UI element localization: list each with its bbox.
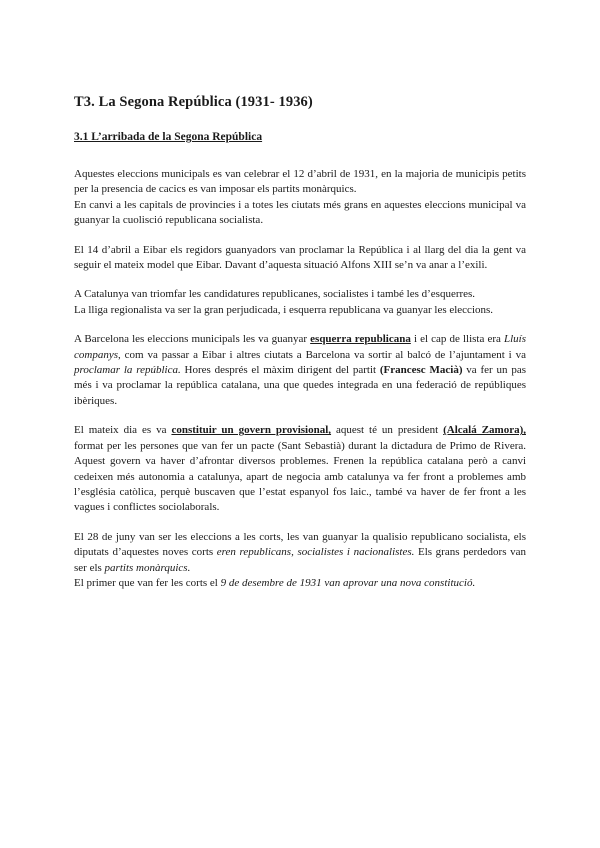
emphasis-alcala-zamora: (Alcalá Zamora), bbox=[443, 424, 526, 437]
emphasis-diputats: eren republicans, socialistes i nacionalistes. bbox=[216, 546, 415, 559]
text-run: va fer un pas més i va proclamar la república catalana, una que quedes integrada en una federació de repúbliques ibèriques. bbox=[74, 364, 526, 407]
paragraph-6 bbox=[74, 530, 526, 576]
emphasis-constitucio: 9 de desembre de 1931 van aprovar una nova constitució. bbox=[220, 576, 476, 589]
emphasis-francesc-macia: (Francesc Macià) bbox=[379, 364, 463, 377]
text-run: Hores després el màxim dirigent del partit bbox=[180, 364, 380, 377]
text-run: format per les persones que van fer un pacte (Sant Sebastià) durant la dictadura de Primo de Rivera. Aquest govern va haver d’afrontar diversos problemes. Frenen la república catalana però a canvi cedeixen més autonomia a catalunya, apart de negocia amb catalunya va fer front a problemes amb l’església catòlica, perquè buscaven que l’estat espanyol fos laic., també va haver de fer front a les vagues i conflictes sociolaborals. bbox=[74, 439, 526, 514]
section-heading: 3.1 L’arribada de la Segona República bbox=[74, 131, 263, 143]
text-run: El mateix dia es va bbox=[74, 424, 172, 437]
text-run: A Barcelona les eleccions municipals les va guanyar bbox=[74, 333, 311, 346]
text-run: , com va passar a Eibar i altres ciutats a Barcelona va sortir al balcó de l’ajuntament i va bbox=[118, 348, 526, 361]
emphasis-govern-provisional: constituir un govern provisional, bbox=[171, 424, 332, 437]
emphasis-partits-monarquics: partits monàrquics. bbox=[104, 561, 191, 574]
paragraph-1b: En canvi a les capitals de provincies i a totes les ciutats més grans en aquestes eleccions municipal va guanyar la cuolisció republicana socialista. bbox=[74, 198, 526, 227]
paragraph-3b: La lliga regionalista va ser la gran perjudicada, i esquerra republicana va guanyar les eleccions. bbox=[74, 303, 494, 316]
paragraph-1a: Aquestes eleccions municipals es van celebrar el 12 d’abril de 1931, en la majoria de municipis petits per la presencia de cacics es van imposar els partits monàrquics. bbox=[74, 168, 526, 196]
document-body bbox=[74, 94, 526, 591]
text-run: aquest té un president bbox=[331, 424, 444, 437]
paragraph-3a: A Catalunya van triomfar les candidatures republicanes, socialistes i també les d’esquerres. bbox=[74, 288, 476, 301]
emphasis-esquerra-republicana: esquerra republicana bbox=[310, 333, 411, 346]
paragraph-2: El 14 d’abril a Eibar els regidors guanyadors van proclamar la República i al llarg del dia la gent va seguir el mateix model que Eibar. Davant d’aquesta situació Alfons XIII se’n va anar a l’exili. bbox=[74, 243, 526, 272]
emphasis-lluis-companys: Lluís companys bbox=[74, 333, 526, 361]
text-run: El 28 de juny van ser les eleccions a les corts, les van guanyar la qualisio republicano socialista, els diputats d’aquestes noves corts bbox=[74, 530, 526, 559]
paragraph-4 bbox=[74, 332, 526, 409]
paragraph-7 bbox=[74, 576, 526, 591]
text-run: i el cap de llista era bbox=[410, 333, 504, 346]
document-title: T3. La Segona República (1931- 1936) bbox=[74, 94, 313, 110]
text-run: Els grans perdedors van ser els bbox=[74, 546, 527, 574]
text-run: El primer que van fer les corts el bbox=[74, 576, 221, 589]
paragraph-5 bbox=[74, 423, 526, 515]
emphasis-proclamar-republica: proclamar la república. bbox=[74, 364, 181, 377]
